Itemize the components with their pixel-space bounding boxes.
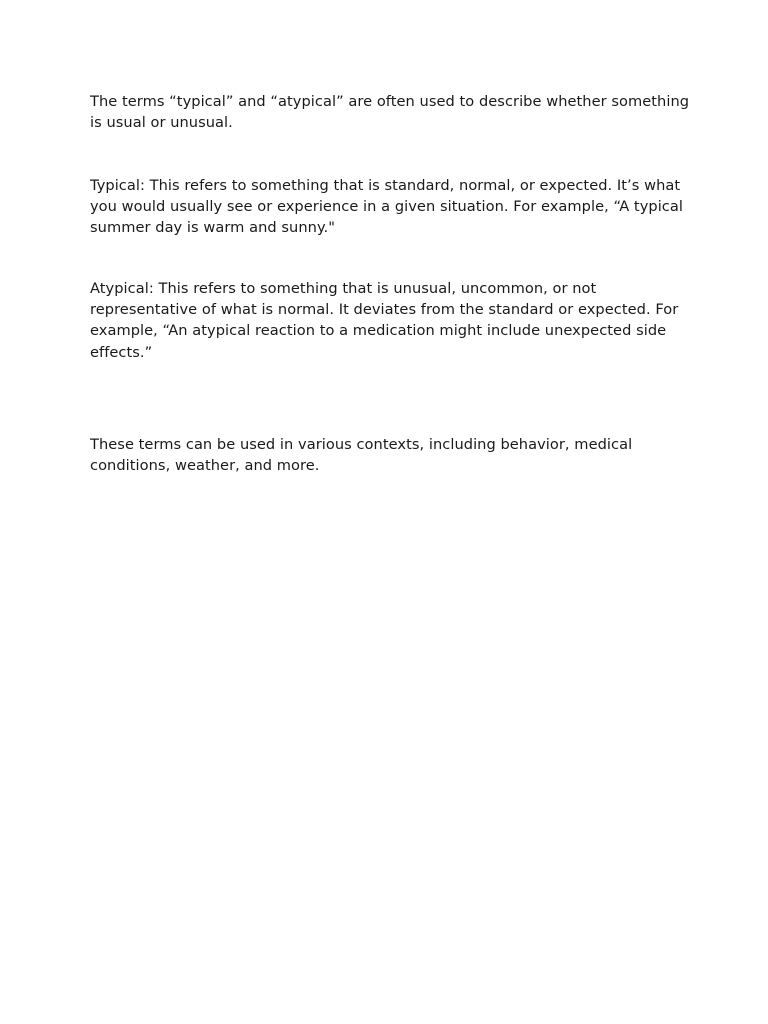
- usage-contexts-paragraph: These terms can be used in various contexts, including behavior, medical conditions, weather, and more.: [90, 436, 633, 475]
- atypical-definition-paragraph: Atypical: This refers to something that is unusual, uncommon, or not representative of what is normal. It deviates from the standard or expected. For example, “An atypical reaction to a medication might include unexpected side effects.”: [90, 280, 679, 361]
- intro-paragraph: The terms “typical” and “atypical” are often used to describe whether something is usual or unusual.: [90, 93, 690, 132]
- typical-definition-paragraph: Typical: This refers to something that is standard, normal, or expected. It’s what you would usually see or experience in a given situation. For example, “A typical summer day is warm and sunny.": [90, 177, 683, 237]
